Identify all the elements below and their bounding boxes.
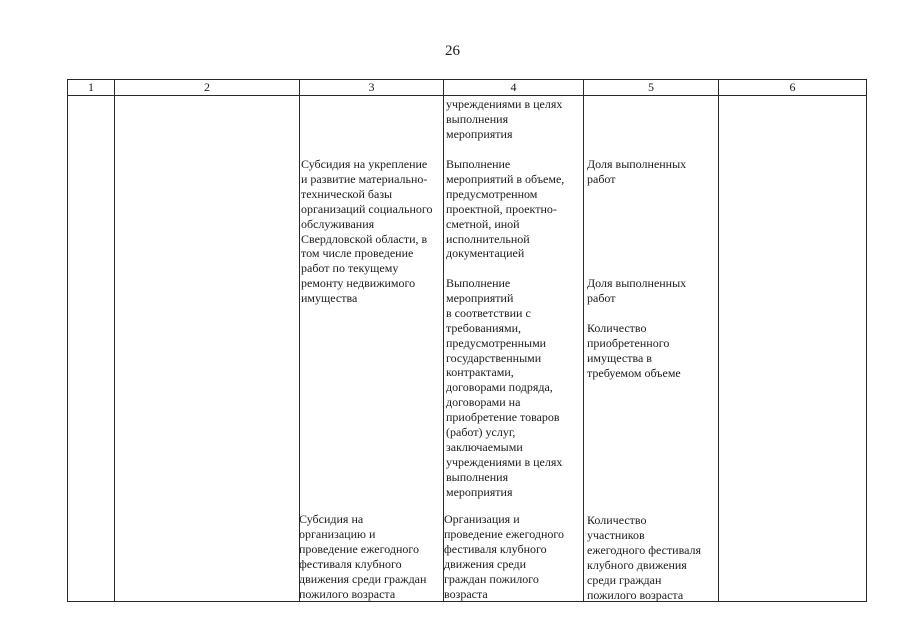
header-cell-4: 4 [510,80,517,94]
cell-indicator-work-share-1: Доля выполненных работ [587,157,687,186]
column-border-0 [67,79,68,602]
header-cell-1: 1 [88,80,94,94]
cell-measure-contracts: Выполнение мероприятий в соответствии с требованиями, предусмотренными государственными контрактами, договорами подряда, договорами на приобретение товаров (работ) услуг, заключаемыми учреждениями в целях выполнения мероприятия [446,276,563,499]
header-cell-3: 3 [368,80,375,94]
cell-indicator-property-count: Количество приобретенного имущества в требуемом объеме [587,321,681,380]
cell-subsidy-festival: Субсидия на организацию и проведение ежегодного фестиваля клубного движения среди граждан пожилого возраста [299,512,427,601]
column-border-1 [114,79,115,602]
page-number: 26 [445,43,460,59]
column-border-6 [866,79,867,602]
cell-indicator-festival-participants: Количество участников ежегодного фестиваля клубного движения среди граждан пожилого возраста [587,513,702,602]
cell-measure-festival: Организация и проведение ежегодного фестиваля клубного движения среди граждан пожилого возраста [444,512,564,601]
cell-subsidy-material-base: Субсидия на укрепление и развитие материально- технической базы организаций социального обслуживания Свердловской области, в том числе проведение работ по текущему ремонту недвижимого имущества [301,157,433,306]
header-cell-2: 2 [204,80,210,94]
cell-indicator-work-share-2: Доля выполненных работ [587,276,687,305]
column-border-4 [583,79,584,602]
cell-continuation-measure: учреждениями в целях выполнения мероприятия [446,97,563,141]
column-border-5 [718,79,719,602]
cell-measure-design-docs: Выполнение мероприятий в объеме, предусмотренном проектной, проектно- сметной, иной исполнительной документацией [446,157,565,261]
header-bottom-border [67,95,866,96]
header-cell-5: 5 [648,80,654,94]
header-cell-6: 6 [789,80,796,94]
